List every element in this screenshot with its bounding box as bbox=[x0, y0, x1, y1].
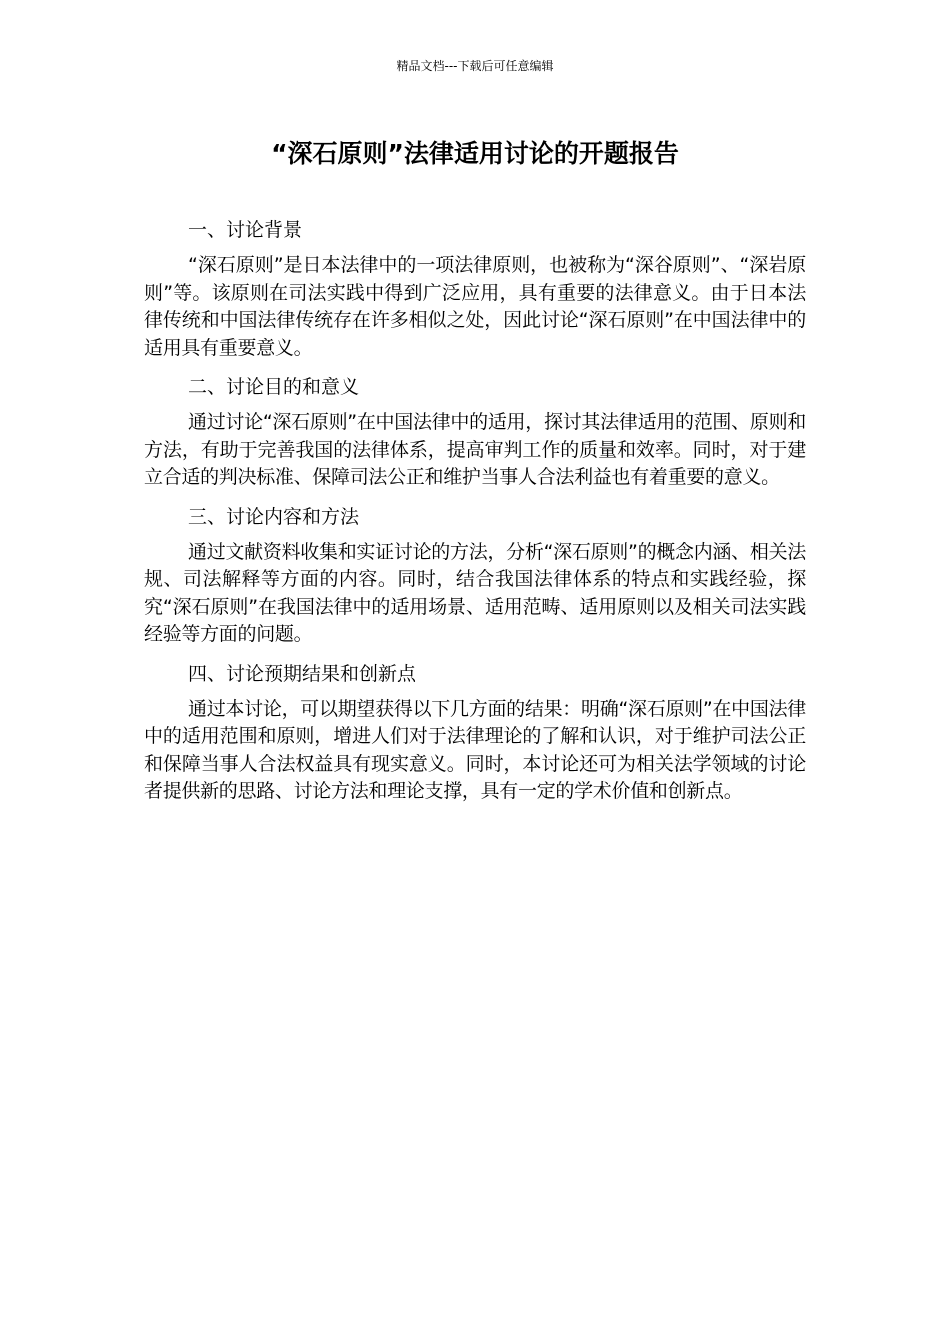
section-heading: 二、讨论目的和意义 bbox=[188, 376, 360, 398]
section-heading: 三、讨论内容和方法 bbox=[188, 505, 360, 528]
section-paragraph: 通过文献资料收集和实证讨论的方法，分析“深石原则”的概念内涵、相关法规、司法解释等方面的内容。同时，结合我国法律体系的特点和实践经验，探究“深石原则”在我国法律中的适用场景、适用范畴、适用原则以及相关司法实践经验等方面的问题。 bbox=[144, 540, 806, 645]
section-content-methods bbox=[144, 503, 806, 649]
document-body bbox=[144, 216, 806, 817]
section-paragraph: “深石原则”是日本法律中的一项法律原则，也被称为“深谷原则”、“深岩原则”等。该原则在司法实践中得到广泛应用，具有重要的法律意义。由于日本法律传统和中国法律传统存在许多相似之处，因此讨论“深石原则”在中国法律中的适用具有重要意义。 bbox=[144, 254, 806, 359]
section-paragraph: 通过本讨论，可以期望获得以下几方面的结果：明确“深石原则”在中国法律中的适用范围和原则，增进人们对于法律理论的了解和认识，对于维护司法公正和保障当事人合法权益具有现实意义。同时，本讨论还可为相关法学领域的讨论者提供新的思路、讨论方法和理论支撑，具有一定的学术价值和创新点。 bbox=[144, 697, 806, 802]
section-background bbox=[144, 216, 806, 362]
section-paragraph: 通过讨论“深石原则”在中国法律中的适用，探讨其法律适用的范围、原则和方法，有助于完善我国的法律体系，提高审判工作的质量和效率。同时，对于建立合适的判决标准、保障司法公正和维护当事人合法利益也有着重要的意义。 bbox=[144, 411, 806, 488]
document-title: “深石原则”法律适用讨论的开题报告 bbox=[271, 139, 679, 168]
section-purpose bbox=[144, 373, 806, 492]
page-header: 精品文档---下载后可任意编辑 bbox=[396, 59, 554, 73]
section-expected-results bbox=[144, 660, 806, 806]
section-heading: 四、讨论预期结果和创新点 bbox=[188, 662, 417, 685]
section-heading: 一、讨论背景 bbox=[188, 219, 303, 241]
